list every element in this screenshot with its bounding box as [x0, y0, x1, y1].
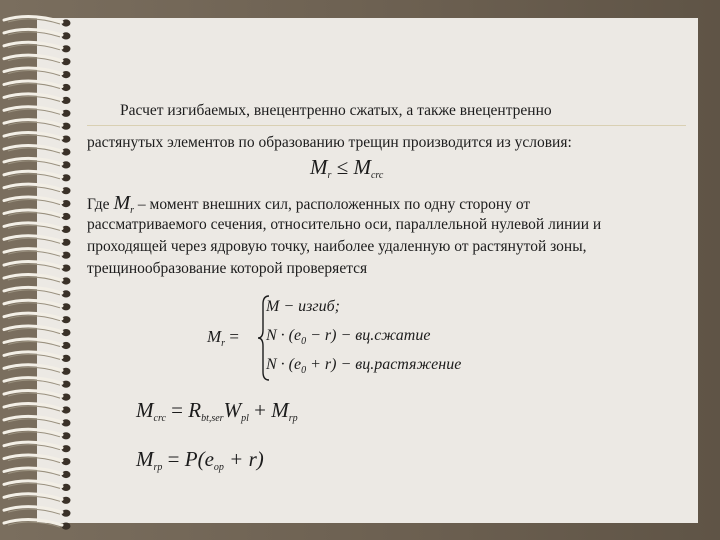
spiral-ring-icon: [4, 403, 71, 413]
spiral-ring-icon: [4, 520, 71, 530]
spiral-ring-icon: [4, 210, 71, 220]
spiral-ring-icon: [4, 197, 71, 207]
spiral-ring-icon: [4, 300, 71, 310]
definition-line-4: трещинообразование которой проверяется: [87, 260, 368, 277]
spiral-ring-icon: [4, 429, 71, 439]
formula-m-rp: $M_{rp} = P(e_{op} + r)$: [136, 447, 264, 473]
spiral-ring-icon: [4, 378, 71, 388]
spiral-ring-icon: [4, 107, 71, 117]
spiral-ring-icon: [4, 274, 71, 284]
spiral-ring-icon: [4, 94, 71, 104]
spiral-ring-icon: [4, 507, 71, 517]
heading-underline: [87, 125, 686, 126]
spiral-ring-icon: [4, 416, 71, 426]
spiral-ring-icon: [4, 468, 71, 478]
intro-line-1: Расчет изгибаемых, внецентренно сжатых, а также внецентренно: [120, 102, 552, 119]
crack-condition: $M_r \le M_{crc}$: [310, 155, 384, 181]
spiral-ring-icon: [4, 133, 71, 143]
spiral-ring-icon: [4, 455, 71, 465]
spiral-ring-icon: [4, 171, 71, 181]
spiral-ring-icon: [4, 249, 71, 259]
spiral-ring-icon: [4, 158, 71, 168]
spiral-ring-icon: [4, 42, 71, 52]
spiral-ring-icon: [4, 16, 71, 26]
spiral-ring-icon: [4, 326, 71, 336]
piecewise-case-compression: $N \cdot (e_0 - r)$ − вц.сжатие: [266, 327, 431, 347]
spiral-ring-icon: [4, 365, 71, 375]
spiral-ring-icon: [4, 120, 71, 130]
spiral-ring-icon: [4, 68, 71, 78]
spiral-ring-icon: [4, 287, 71, 297]
piecewise-lhs: $M_r$ =: [207, 327, 239, 349]
spiral-ring-icon: [4, 29, 71, 39]
spiral-ring-icon: [4, 494, 71, 504]
spiral-ring-icon: [4, 223, 71, 233]
spiral-ring-icon: [4, 145, 71, 155]
definition-line-1: Где $M_r$ – момент внешних сил, расположенных по одну сторону от: [87, 192, 531, 216]
spiral-ring-icon: [4, 339, 71, 349]
spiral-ring-icon: [4, 313, 71, 323]
piecewise-case-tension: $N \cdot (e_0 + r)$ − вц.растяжение: [266, 356, 462, 376]
spiral-ring-icon: [4, 391, 71, 401]
piecewise-case-bending: M − изгиб;: [266, 298, 340, 315]
formula-m-crc: $M_{crc} = R_{bt,ser}W_{pl} + M_{rp}$: [136, 398, 298, 424]
spiral-ring-icon: [4, 81, 71, 91]
intro-line-2: растянутых элементов по образованию трещин производится из условия:: [87, 134, 572, 151]
spiral-ring-icon: [4, 184, 71, 194]
spiral-ring-icon: [4, 55, 71, 65]
spiral-ring-icon: [4, 236, 71, 246]
definition-line-2: рассматриваемого сечения, относительно оси, параллельной нулевой линии и: [87, 216, 602, 233]
spiral-ring-icon: [4, 352, 71, 362]
spiral-ring-icon: [4, 262, 71, 272]
spiral-binding-icon: [0, 14, 90, 534]
spiral-ring-icon: [4, 442, 71, 452]
spiral-ring-icon: [4, 481, 71, 491]
definition-line-3: проходящей через ядровую точку, наиболее удаленную от растянутой зоны,: [87, 238, 587, 255]
